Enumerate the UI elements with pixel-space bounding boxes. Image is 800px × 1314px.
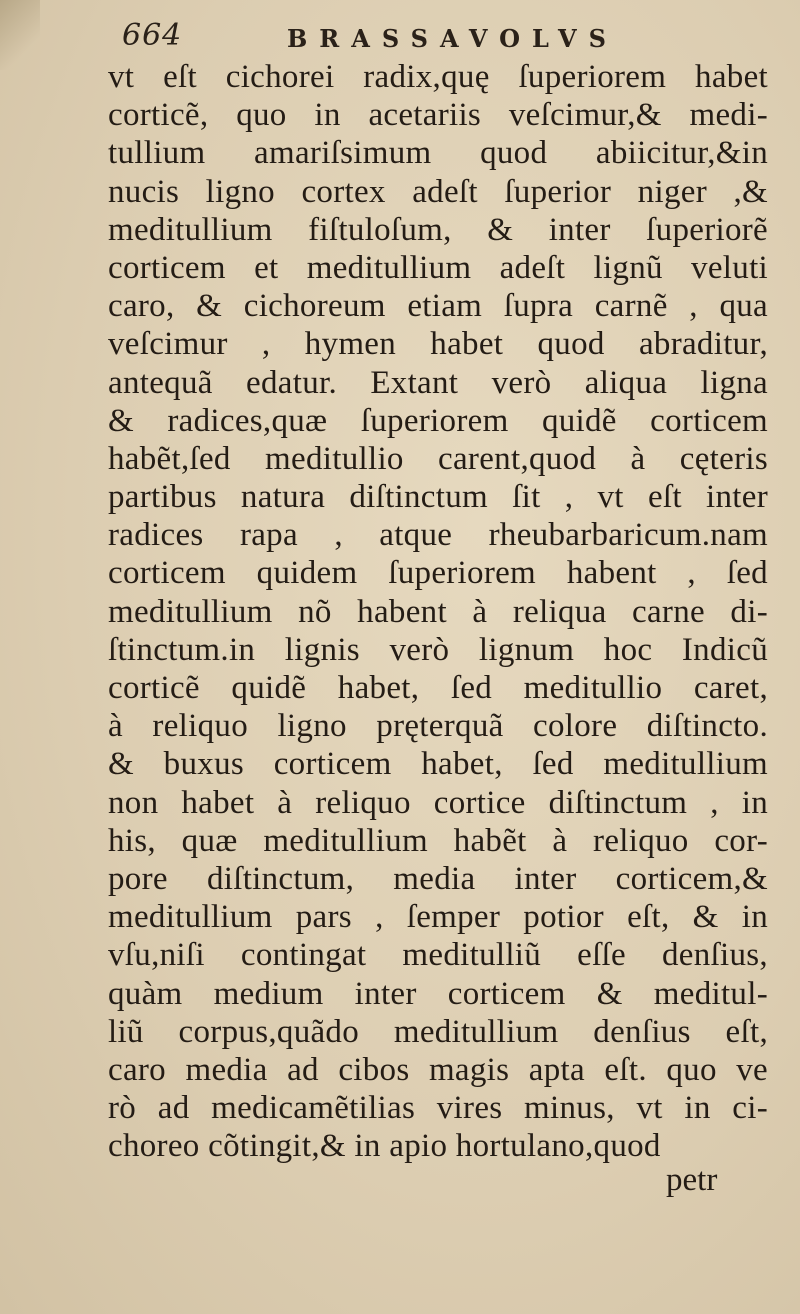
text-line: & radices,quæ ſuperiorem quidẽ corticem: [108, 402, 768, 439]
text-line: non habet à reliquo cortice diſtinctum , in: [108, 784, 768, 821]
running-head: [122, 14, 682, 54]
page-number: 664: [122, 18, 183, 53]
text-line: quàm medium inter corticem & meditul-: [108, 975, 768, 1012]
text-line: & buxus corticem habet, ſed meditullium: [108, 746, 768, 783]
text-line: vſu,niſi contingat meditulliũ eſſe denſius,: [108, 937, 768, 974]
text-line: corticem quidem ſuperiorem habent , ſed: [108, 555, 768, 592]
text-line: his, quæ meditullium habẽt à reliquo cor-: [108, 822, 768, 859]
text-line: nucis ligno cortex adeſt ſuperior niger ,&: [108, 173, 768, 210]
text-line: antequã edatur. Extant verò aliqua ligna: [108, 364, 768, 401]
text-line: corticem et meditullium adeſt lignũ veluti: [108, 249, 768, 286]
text-line: habẽt,ſed meditullio carent,quod à cęteris: [108, 440, 768, 477]
page-corner-shadow: [0, 0, 40, 70]
text-line: à reliquo ligno pręterquã colore diſtincto.: [108, 708, 768, 745]
text-line: tullium amariſsimum quod abiicitur,&in: [108, 135, 768, 172]
text-line: ſtinctum.in lignis verò lignum hoc Indicũ: [108, 631, 768, 668]
text-line: choreo cõtingit,& in apio hortulano,quod: [108, 1128, 661, 1165]
text-line: radices rapa , atque rheubarbaricum.nam: [108, 517, 768, 554]
text-line: corticẽ, quo in acetariis veſcimur,& medi-: [108, 97, 768, 134]
text-line: veſcimur , hymen habet quod abraditur,: [108, 326, 768, 363]
text-line: pore diſtinctum, media inter corticem,&: [108, 860, 768, 897]
catchword: petr: [666, 1162, 718, 1198]
text-line: meditullium fiſtuloſum, & inter ſuperiorẽ: [108, 211, 768, 248]
text-line: partibus natura diſtinctum ſit , vt eſt inter: [108, 479, 768, 516]
body-text: [108, 58, 768, 1165]
text-line: meditullium pars , ſemper potior eſt, & in: [108, 899, 768, 936]
text-line: vt eſt cichorei radix,quę ſuperiorem habet: [108, 59, 768, 95]
text-line: corticẽ quidẽ habet, ſed meditullio caret,: [108, 670, 768, 706]
running-title: BRASSAVOLVS: [287, 24, 618, 53]
text-line: liũ corpus,quãdo meditullium denſius eſt,: [108, 1013, 768, 1050]
text-line: meditullium nõ habent à reliqua carne di-: [108, 593, 768, 630]
text-line: rò ad medicamẽtilias vires minus, vt in ci-: [108, 1090, 768, 1127]
text-line: caro, & cichoreum etiam ſupra carnẽ , qua: [108, 288, 768, 325]
text-line: caro media ad cibos magis apta eſt. quo ve: [108, 1051, 768, 1088]
